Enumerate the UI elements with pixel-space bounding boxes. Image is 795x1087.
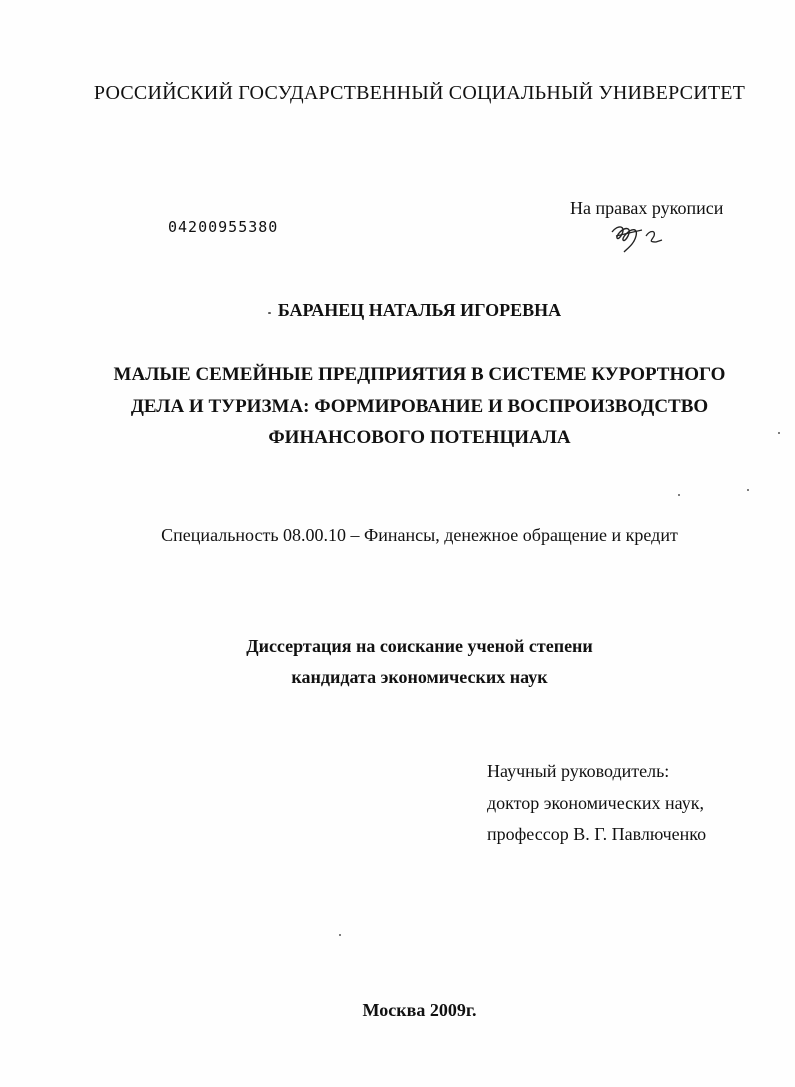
- advisor-degree: доктор экономических наук,: [487, 793, 704, 813]
- specialty: Специальность 08.00.10 – Финансы, денежное обращение и кредит: [161, 525, 678, 545]
- scan-speck: [778, 432, 780, 434]
- dissertation-title-line-2: ДЕЛА И ТУРИЗМА: ФОРМИРОВАНИЕ И ВОСПРОИЗВОДСТВО: [130, 396, 709, 417]
- document-code: 04200955380: [168, 218, 279, 236]
- university-name: РОССИЙСКИЙ ГОСУДАРСТВЕННЫЙ СОЦИАЛЬНЫЙ УНИВЕРСИТЕТ: [93, 82, 746, 104]
- scan-speck: [678, 494, 680, 496]
- dissertation-title-line-1: МАЛЫЕ СЕМЕЙНЫЕ ПРЕДПРИЯТИЯ В СИСТЕМЕ КУРОРТНОГО: [113, 364, 726, 385]
- scan-speck: [268, 312, 271, 314]
- scan-speck: [747, 489, 749, 491]
- scan-speck: [339, 934, 341, 936]
- dissertation-title-line-3: ФИНАНСОВОГО ПОТЕНЦИАЛА: [268, 427, 571, 448]
- city-year: Москва 2009г.: [362, 1000, 477, 1020]
- degree-line-1: Диссертация на соискание ученой степени: [246, 636, 593, 656]
- advisor-name: профессор В. Г. Павлюченко: [487, 824, 707, 844]
- author-name: БАРАНЕЦ НАТАЛЬЯ ИГОРЕВНА: [277, 300, 562, 320]
- degree-line-2: кандидата экономических наук: [291, 667, 548, 687]
- advisor-label: Научный руководитель:: [487, 761, 670, 781]
- handwritten-signature-icon: [606, 218, 676, 256]
- rights-note: На правах рукописи: [570, 198, 724, 218]
